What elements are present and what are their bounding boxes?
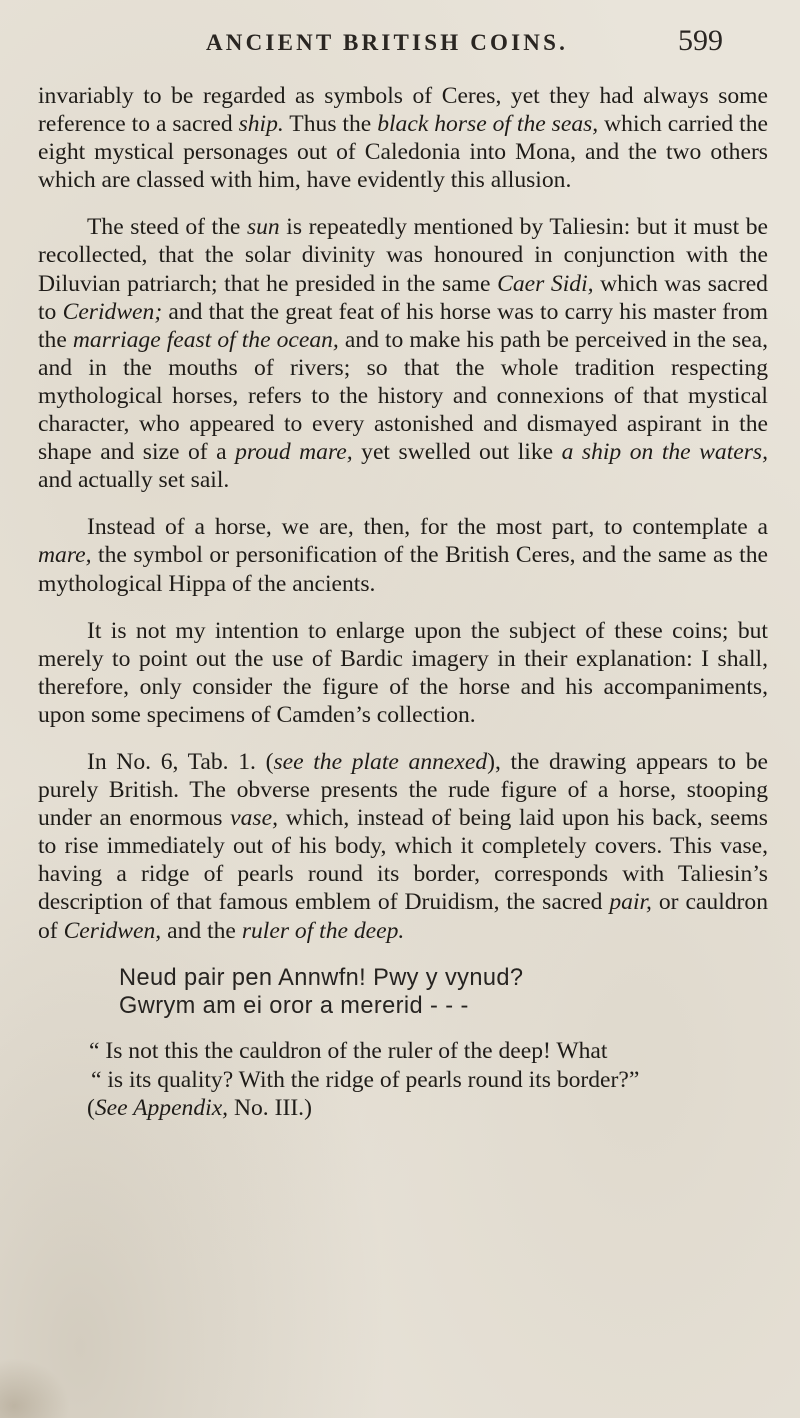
- p2-text-i: and to make his path be perceived in the sea, and in the mouths of rivers; so that the whole tradition respecting mythological horses, refers to the history and connexions of that mystical character, who appeared to every astonished and dismayed aspirant in the shape and size of a: [38, 326, 768, 466]
- p5-text-e: which, instead of being laid upon his back, seems to rise immediately out of his body, which it completely covers. This vase, having a ridge of pearls round its border, corresponds with Taliesin’s description of that famous emblem of Druidism, the sacred: [38, 805, 768, 916]
- p5-italic-ruler-of-deep: ruler of the deep.: [241, 917, 405, 944]
- p3-italic-mare: mare,: [38, 542, 92, 569]
- p2-text-g: and that the great feat of his horse was to carry his master from the: [38, 298, 768, 353]
- p2-text-k: yet swelled out like: [352, 439, 562, 466]
- p1-text-a: invariably to be regarded as symbols of Ceres, yet they had always some reference to a sacred: [38, 83, 768, 138]
- welsh-verse: [38, 964, 768, 1021]
- p5-italic-see-plate: see the plate annexed: [273, 748, 488, 775]
- p3-text-a: Instead of a horse, we are, then, for the most part, to contemplate a: [87, 514, 768, 541]
- p2-italic-proud-mare: proud mare,: [235, 439, 353, 466]
- paragraph-4: [38, 617, 768, 729]
- paper-stain: [0, 1358, 70, 1418]
- p1-italic-black-horse: black horse of the seas,: [377, 111, 599, 138]
- page-header: [0, 24, 800, 64]
- verse-line-1: Neud pair pen Annwfn! Pwy y vynud?: [119, 964, 524, 991]
- p2-italic-ceridwen: Ceridwen;: [62, 298, 163, 325]
- quote-line-3-close: No. III.): [228, 1094, 312, 1121]
- quote-line-3: [38, 1094, 768, 1122]
- p5-italic-pair: pair,: [609, 889, 652, 916]
- paragraph-5: [38, 748, 768, 945]
- verse-line-2: Gwrym am ei oror a mererid - - -: [119, 993, 469, 1020]
- p3-text-c: the symbol or personification of the British Ceres, and the same as the mythological Hippa of the ancients.: [38, 542, 768, 597]
- translation-quote: [38, 1037, 768, 1121]
- p5-italic-ceridwen: Ceridwen,: [63, 917, 162, 944]
- paragraph-3: [38, 513, 768, 597]
- p2-text-a: The steed of the: [87, 214, 247, 241]
- p1-text-e: which carried the eight mystical personages out of Caledonia into Mona, and the two others which are classed with him, have evidently this allusion.: [38, 111, 768, 194]
- p5-text-g: or cauldron of: [38, 889, 768, 944]
- quote-italic-see-appendix: See Appendix,: [94, 1094, 229, 1121]
- quote-line-2: “ is its quality? With the ridge of pearls round its border?”: [91, 1066, 640, 1093]
- p5-text-c: ), the drawing appears to be purely British. The obverse presents the rude figure of a horse, stooping under an enormous: [38, 748, 768, 832]
- quote-line-1: “ Is not this the cauldron of the ruler of the deep! What: [89, 1038, 608, 1065]
- p2-italic-caer-sidi: Caer Sidi,: [497, 270, 594, 297]
- p2-italic-ship-on-waters: a ship on the waters,: [561, 439, 768, 466]
- paragraph-2: [38, 213, 768, 494]
- paragraph-1: [38, 82, 768, 194]
- p4-text-a: It is not my intention to enlarge upon the subject of these coins; but merely to point out the use of Bardic imagery in their explanation: I shall, therefore, only consider the figure of the horse and his accompaniments, upon some specimens of Camden’s collection.: [38, 617, 768, 728]
- p1-italic-ship: ship.: [238, 111, 284, 138]
- p5-italic-vase: vase,: [230, 805, 278, 832]
- body-text: [38, 82, 768, 1122]
- p5-text-a: In No. 6, Tab. 1. (: [87, 748, 274, 775]
- p2-text-c: is repeatedly mentioned by Taliesin: but it must be recollected, that the solar divinity was honoured in conjunction with the Diluvian patriarch; that he presided in the same: [38, 214, 768, 297]
- p2-italic-marriage-feast: marriage feast of the ocean,: [72, 326, 339, 353]
- p5-text-i: and the: [161, 917, 242, 944]
- p2-italic-sun: sun: [246, 214, 280, 241]
- page-number: 599: [678, 24, 723, 57]
- p2-text-m: and actually set sail.: [38, 467, 230, 494]
- p2-text-e: which was sacred to: [38, 270, 768, 325]
- running-head: ANCIENT BRITISH COINS.: [206, 30, 569, 55]
- p1-text-c: Thus the: [283, 111, 378, 138]
- quote-line-3-open: (: [87, 1094, 95, 1121]
